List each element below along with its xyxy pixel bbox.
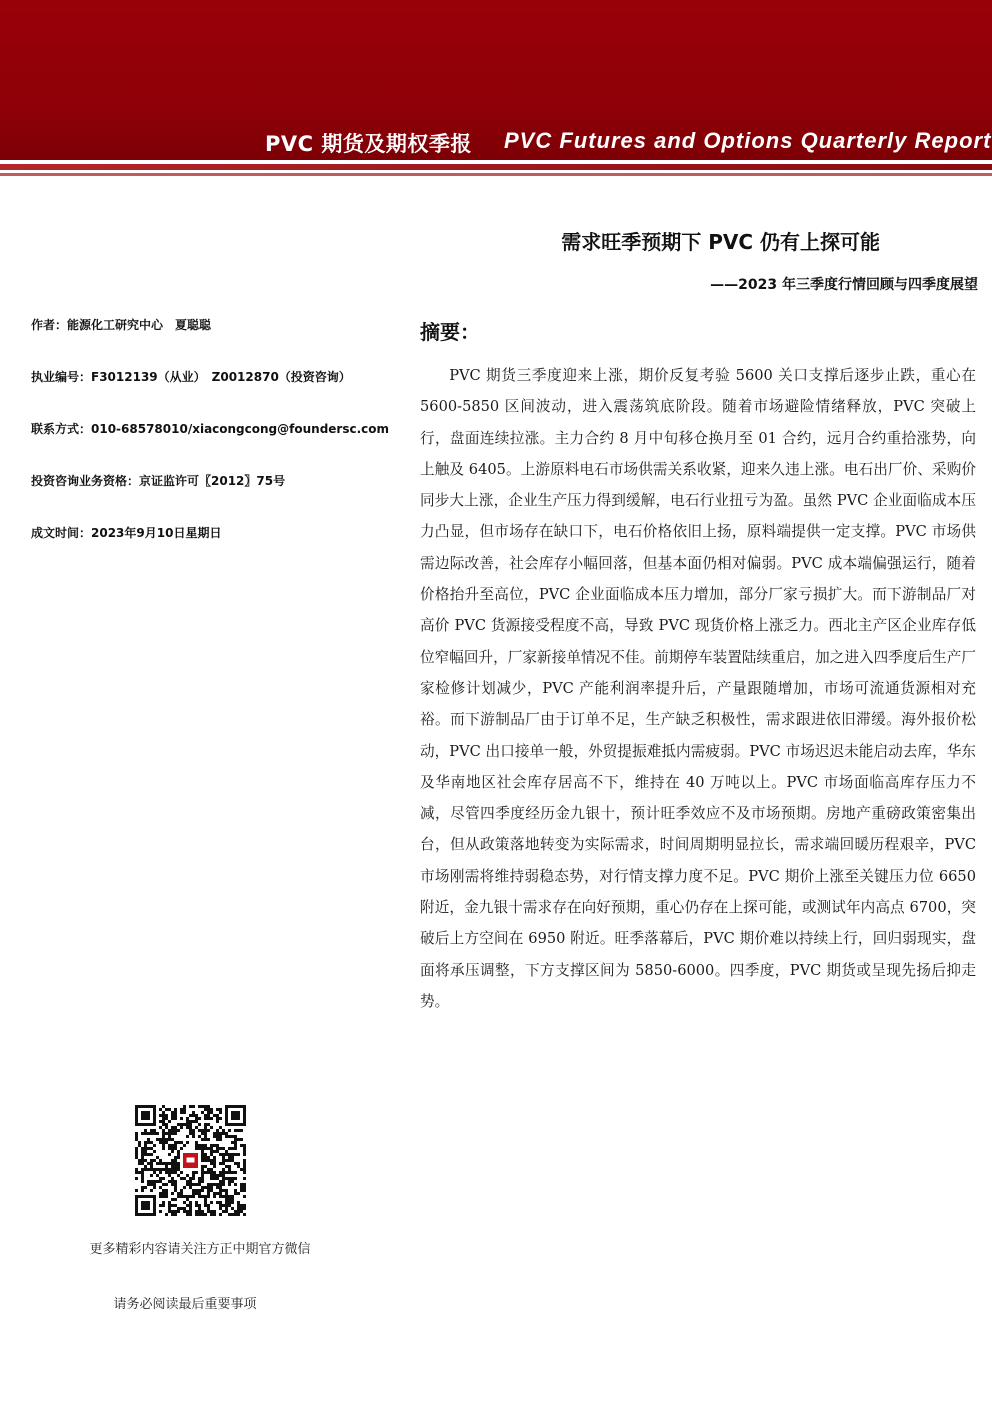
header-stripe xyxy=(0,164,992,170)
report-series-title-en: PVC Futures and Options Quarterly Report xyxy=(504,128,992,153)
author-line: 作者：能源化工研究中心 夏聪聪 xyxy=(31,318,212,332)
qr-code-icon xyxy=(135,1105,246,1216)
date-line: 成文时间：2023年9月10日星期日 xyxy=(31,526,222,540)
document-subtitle: ——2023 年三季度行情回顾与四季度展望 xyxy=(710,277,978,293)
qualification-line: 投资咨询业务资格：京证监许可〖2012〗75号 xyxy=(31,474,286,488)
abstract-heading: 摘要： xyxy=(420,320,480,344)
contact-line: 联系方式：010-68578010/xiacongcong@foundersc.com xyxy=(31,422,390,436)
abstract-body: PVC 期货三季度迎来上涨，期价反复考验 5600 关口支撑后逐步止跌，重心在 5600-5850 区间波动，进入震荡筑底阶段。随着市场避险情绪释放，PVC 突破上行，盘面连续拉涨。主力合约 8 月中旬移仓换月至 01 合约，远月合约重拾涨势，向上触及 6405。上游原料电石市场供需关系收紧，迎来久违上涨。电石出厂价、采购价同步大上涨，企业生产压力得到缓解，电石行业扭亏为盈。虽然 PVC 企业面临成本压力凸显，但市场存在缺口下，电石价格依旧上扬，原料端提供一定支撑。PVC 市场供需边际改善，社会库存小幅回落，但基本面仍相对偏弱。PVC 成本端偏强运行，随着价格抬升至高位，PVC 企业面临成本压力增加，部分厂家亏损扩大。而下游制品厂对高价 PVC 货源接受程度不高，导致 PVC 现货价格上涨乏力。西北主产区企业库存低位窄幅回升，厂家新接单情况不佳。前期停车装置陆续重启，加之进入四季度后生产厂家检修计划减少，PVC 产能利润率提升后，产量跟随增加，市场可流通货源相对充裕。而下游制品厂由于订单不足，生产缺乏积极性，需求跟进依旧滞缓。海外报价松动，PVC 出口接单一般，外贸提振难抵内需疲弱。PVC 市场迟迟未能启动去库，华东及华南地区社会库存居高不下，维持在 40 万吨以上。PVC 市场面临高库存压力不减，尽管四季度经历金九银十，预计旺季效应不及市场预期。房地产重磅政策密集出台，但从政策落地转变为实际需求，时间周期明显拉长，需求端回暖历程艰辛，PVC 市场刚需将维持弱稳态势，对行情支撑力度不足。PVC 期价上涨至关键压力位 6650 附近，金九银十需求存在向好预期，重心仍存在上探可能，或测试年内高点 6700，突破后上方空间在 6950 附近。旺季落幕后，PVC 期价难以持续上行，回归弱现实，盘面将承压调整，下方支撑区间为 5850-6000。四季度，PVC 期货或呈现先扬后抑走势。 xyxy=(420,367,976,1010)
document-title: 需求旺季预期下 PVC 仍有上探可能 xyxy=(561,230,880,254)
header-stripe-thin xyxy=(0,173,992,176)
license-number-line: 执业编号：F3012139（从业） Z0012870（投资咨询） xyxy=(31,370,351,384)
important-notice: 请务必阅读最后重要事项 xyxy=(113,1297,257,1312)
report-series-title-cn: PVC 期货及期权季报 xyxy=(265,132,472,156)
qr-caption: 更多精彩内容请关注方正中期官方微信 xyxy=(89,1242,311,1257)
